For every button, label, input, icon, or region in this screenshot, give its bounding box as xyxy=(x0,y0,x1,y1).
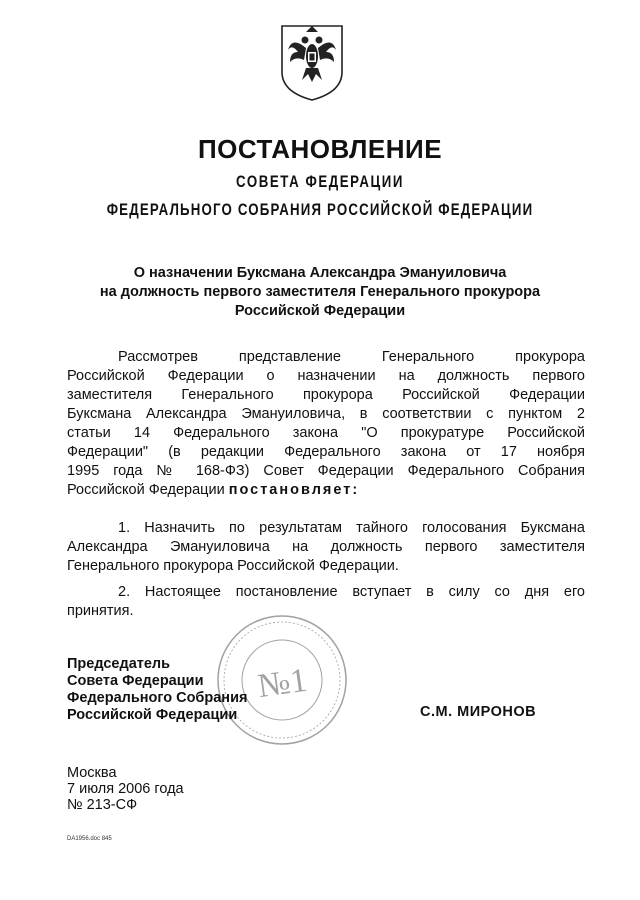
preamble-line: Российской Федерации о назначении на должность первого xyxy=(67,368,585,384)
signatory-position xyxy=(67,656,247,724)
position-line: Российской Федерации xyxy=(67,707,238,723)
preamble-line: статьи 14 Федерального закона "О прокуратуре Российской xyxy=(67,425,585,441)
position-line: Совета Федерации xyxy=(67,673,204,689)
preamble-line: Рассмотрев представление Генерального прокурора xyxy=(118,349,585,365)
preamble-paragraph xyxy=(67,348,585,500)
preamble-line: Буксмана Александра Эмануиловича, в соответствии с пунктом 2 xyxy=(67,406,585,422)
item-line: Генерального прокурора Российской Федерации. xyxy=(67,558,399,574)
subject-line: на должность первого заместителя Генерального прокурора xyxy=(99,284,541,300)
place: Москва xyxy=(67,765,117,781)
document-title: ПОСТАНОВЛЕНИЕ xyxy=(197,134,443,164)
decree-word: постановляет: xyxy=(228,482,360,498)
signatory-name: С.М. МИРОНОВ xyxy=(420,704,537,720)
subject-line: О назначении Буксмана Александра Эмануиловича xyxy=(133,265,507,281)
position-line: Федерального Собрания xyxy=(67,690,248,706)
issuer-line-2: ФЕДЕРАЛЬНОГО СОБРАНИЯ РОССИЙСКОЙ ФЕДЕРАЦИИ xyxy=(106,200,534,219)
preamble-line: 1995 года № 168-ФЗ) Совет Федерации Федерального Собрания xyxy=(67,463,585,479)
document-number: № 213-СФ xyxy=(67,797,138,813)
preamble-last-line xyxy=(67,481,585,500)
date: 7 июля 2006 года xyxy=(67,781,184,797)
stamp-number: №1 xyxy=(255,661,310,706)
preamble-line: Российской Федерации xyxy=(67,482,225,498)
preamble-line: заместителя Генерального прокурора Российской Федерации xyxy=(67,387,585,403)
item-1-paragraph xyxy=(67,519,585,576)
item-line: 2. Настоящее постановление вступает в силу со дня его xyxy=(118,584,585,600)
coat-of-arms-icon xyxy=(278,22,346,102)
place-date-number xyxy=(67,765,184,813)
footer-code: DA1956.doc 845 xyxy=(67,836,112,842)
item-line: 1. Назначить по результатам тайного голосования Буксмана xyxy=(118,520,585,536)
issuer-line-1: СОВЕТА ФЕДЕРАЦИИ xyxy=(236,172,404,191)
preamble-line: Федерации" (в редакции Федерального закона от 17 ноября xyxy=(67,444,585,460)
item-line: принятия. xyxy=(67,603,134,619)
position-line: Председатель xyxy=(67,656,171,672)
subject-heading xyxy=(0,264,640,321)
item-line: Александра Эмануиловича на должность первого заместителя xyxy=(67,539,585,555)
subject-line: Российской Федерации xyxy=(234,303,406,319)
